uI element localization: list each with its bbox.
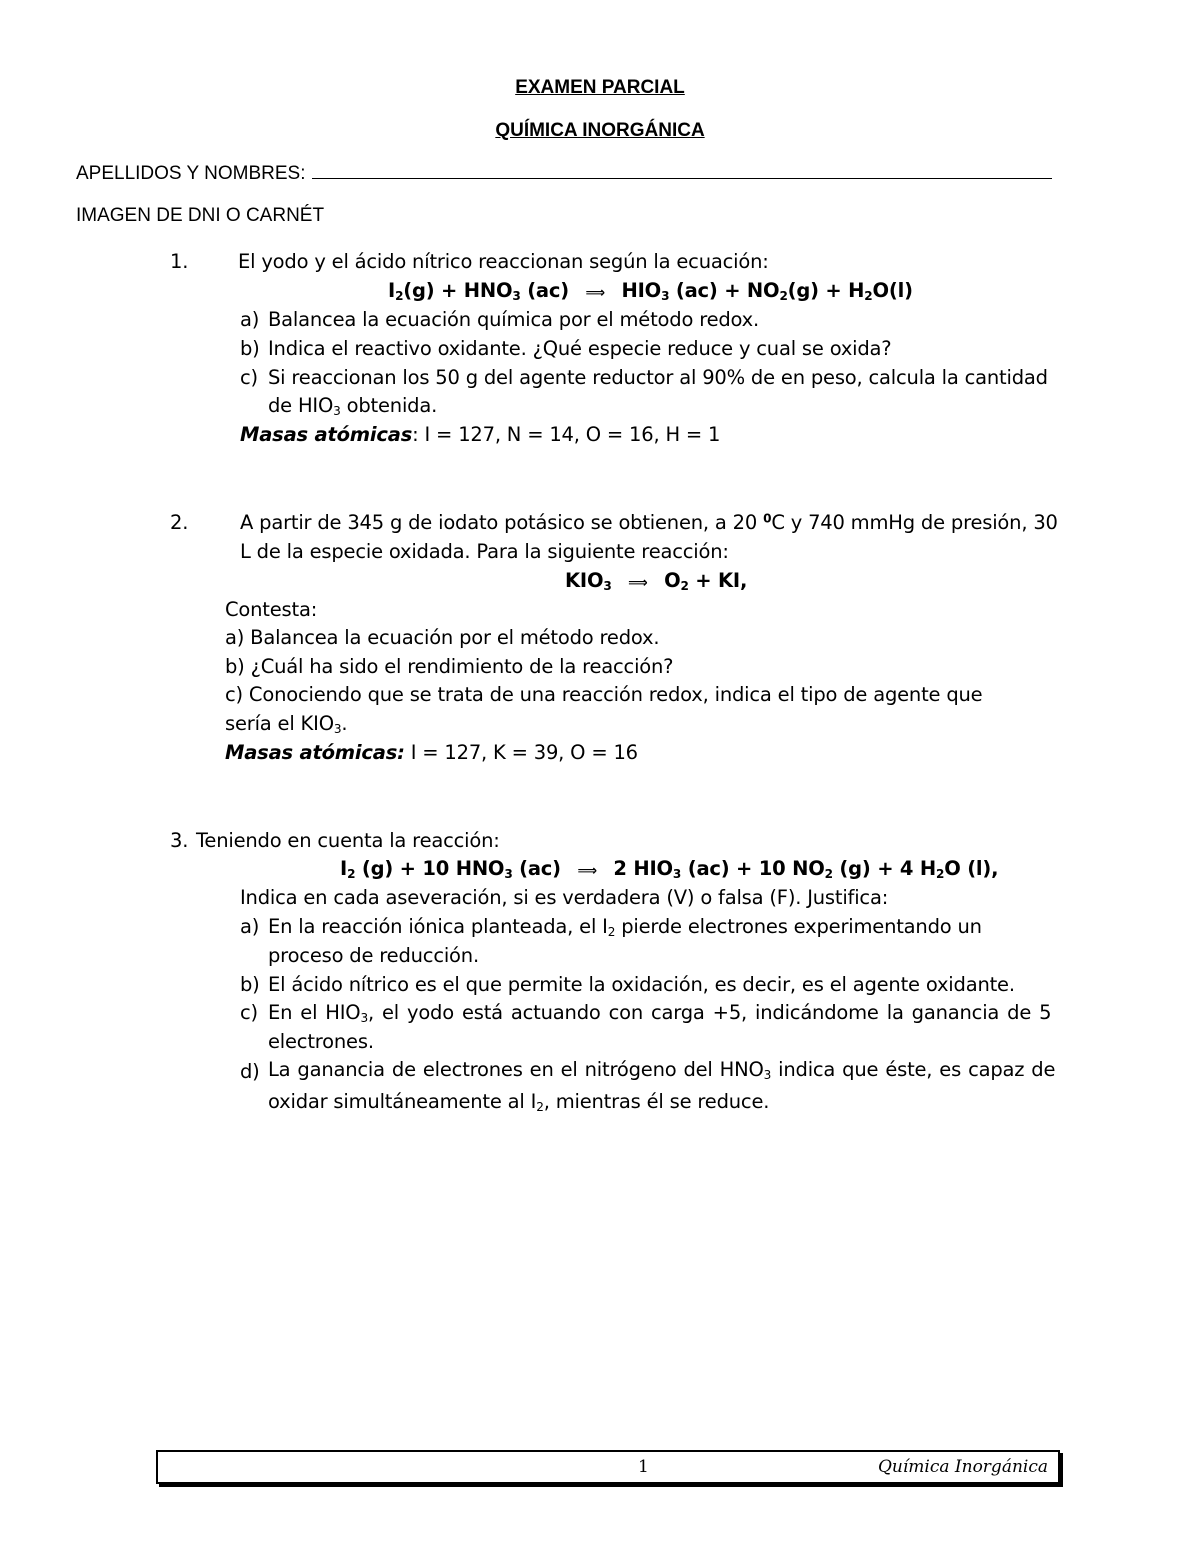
q2-b: b) ¿Cuál ha sido el rendimiento de la reacción? [225,655,674,678]
q3-b-letter: b) [240,973,260,996]
q3-c-letter: c) [240,1001,258,1024]
q2-line1-a: A partir de 345 g de iodato potásico se obtienen, a 20 [240,511,758,534]
q2-a: a) Balancea la ecuación por el método redox. [225,626,660,649]
q3-c-line2: electrones. [268,1030,374,1053]
q1-arrow: ⟹ [585,285,605,301]
name-blank-line [312,164,1052,179]
q3-d-letter: d) [240,1060,260,1083]
q1-c-text: Si reaccionan los 50 g del agente reductor al 90% de en peso, calcula la cantidad [268,366,1048,389]
name-field [76,163,1052,185]
q1-c-letter: c) [240,366,258,389]
q2-masses-label: Masas atómicas: [225,741,405,764]
q3-d-text: La ganancia de electrones en el nitrógeno del $HNO_3$ indica que éste, es capaz de [268,1058,1056,1083]
q2-line1-b: C y 740 mmHg de presión, 30 [771,511,1058,534]
q2-line1: A partir de 345 g de iodato potásico se obtienen, a 20 $^0$C y 740 mmHg de presión, 30 [240,511,1058,534]
q1-a-letter: a) [240,308,260,331]
q2-c: c) Conociendo que se trata de una reacción redox, indica el tipo de agente que [225,683,983,706]
q1-masses [240,423,720,446]
name-label: APELLIDOS Y NOMBRES: [76,163,306,184]
id-label: IMAGEN DE DNI O CARNÉT [76,205,325,226]
q2-equation: $KIO_3$ ⟹ $O_2$ + KI, [565,569,748,594]
q3-arrow: ⟹ [577,863,597,879]
q1-equation: $I_2(g) + HNO_3$ (ac) ⟹ $HIO_3$ $(ac) + NO_2(g) + H_2O(l)$ [388,279,913,304]
q3-equation: $I_2$ (g) + 10 $HNO_3$ (ac) ⟹ 2 $HIO_3$ (ac) + 10 $NO_2$ (g) + 4 $H_2O$ (l), [340,857,999,882]
q2-masses [225,741,638,764]
q2-c-line2: sería el $KIO_3$. [225,712,348,737]
q1-masses-label: Masas atómicas [240,423,413,446]
q3-a-text: En la reacción iónica planteada, el $I_2$ pierde electrones experimentando un [268,915,982,940]
q3-text: Teniendo en cuenta la reacción: [196,829,500,852]
q1-b-letter: b) [240,337,260,360]
q1-number: 1. [170,250,189,273]
page-footer [156,1450,1060,1484]
q3-number: 3. [170,829,189,852]
q1-b-text: Indica el reactivo oxidante. ¿Qué especie reduce y cual se oxida? [268,337,892,360]
q3-c-text: En el $HIO_3$, el yodo está actuando con carga +5, indicándome la ganancia de 5 [268,1001,1052,1026]
subject-title: QUÍMICA INORGÁNICA [495,120,705,141]
footer-title: Química Inorgánica [877,1457,1048,1477]
q3-d-line2: oxidar simultáneamente al $I_2$, mientras él se reduce. [268,1090,770,1115]
q2-contesta: Contesta: [225,598,318,621]
exam-title: EXAMEN PARCIAL [515,77,685,98]
q1-text: El yodo y el ácido nítrico reaccionan según la ecuación: [238,250,769,273]
q3-a-letter: a) [240,915,260,938]
q2-number: 2. [170,511,189,534]
q3-a-line2: proceso de reducción. [268,944,479,967]
q2-arrow: ⟹ [628,575,648,591]
q1-a-text: Balancea la ecuación química por el método redox. [268,308,760,331]
q2-masses-values: I = 127, K = 39, O = 16 [404,741,638,764]
page-number: 1 [638,1457,649,1477]
q3-b-text: El ácido nítrico es el que permite la oxidación, es decir, es el agente oxidante. [268,973,1015,996]
q3-instruction: Indica en cada aseveración, si es verdadera (V) o falsa (F). Justifica: [240,886,889,909]
q2-line2: L de la especie oxidada. Para la siguiente reacción: [240,540,729,563]
q1-c-text-line2: de $HIO_3$ obtenida. [268,394,438,419]
q1-masses-values: : I = 127, N = 14, O = 16, H = 1 [412,423,721,446]
